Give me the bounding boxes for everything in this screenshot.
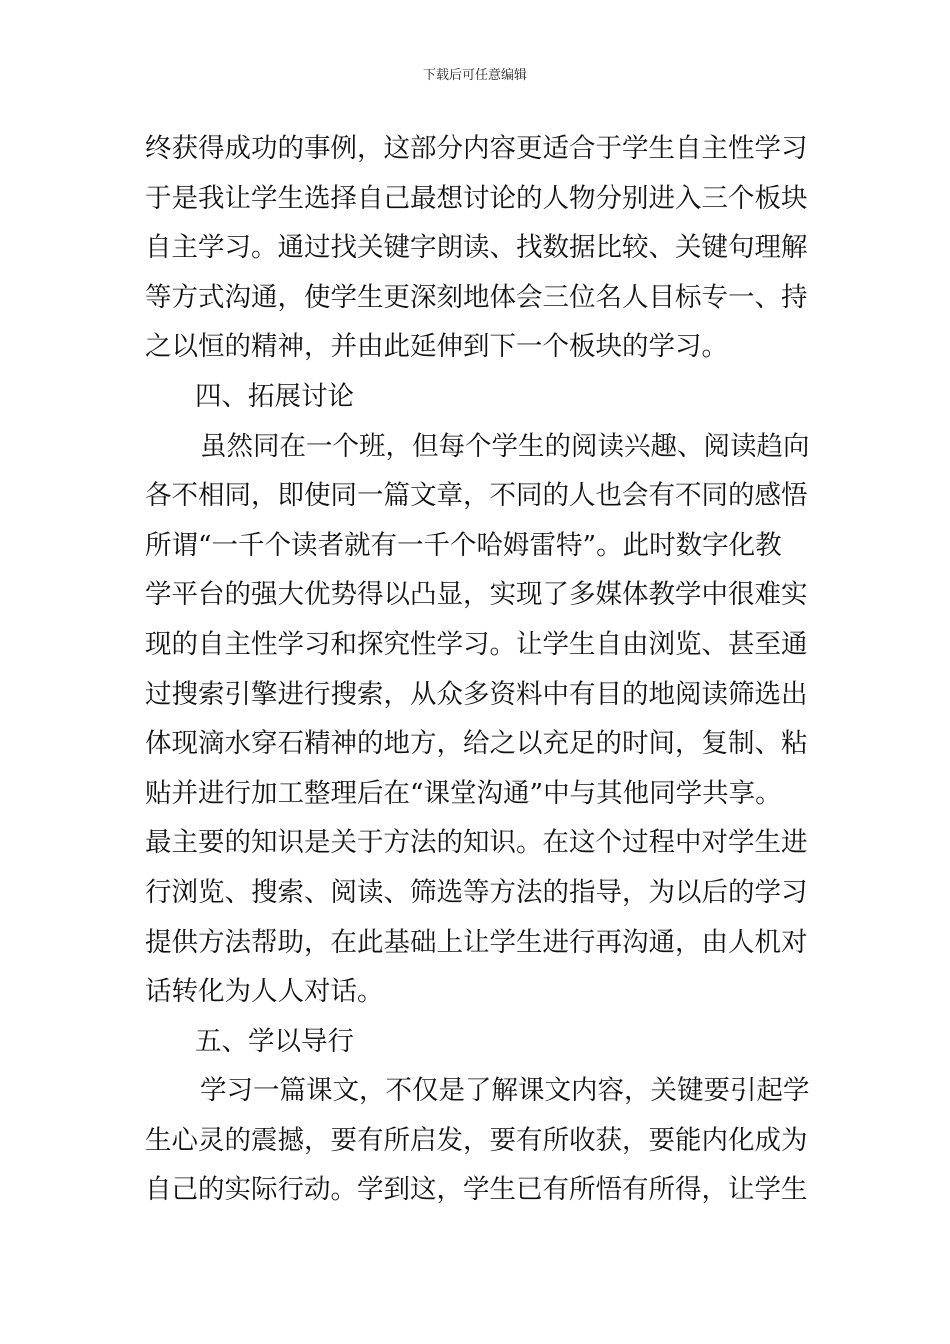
paragraph-first-line: 学习一篇课文，不仅是了解课文内容，关键要引起学 bbox=[200, 1075, 810, 1107]
body-line: 贴并进行加工整理后在“课堂沟通”中与其他同学共享。 bbox=[145, 777, 782, 809]
body-line: 等方式沟通，使学生更深刻地体会三位名人目标专一、持 bbox=[145, 281, 808, 313]
body-line: 学平台的强大优势得以凸显，实现了多媒体教学中很难实 bbox=[145, 579, 808, 611]
body-line: 话转化为人人对话。 bbox=[145, 976, 384, 1008]
body-line: 各不相同，即使同一篇文章，不同的人也会有不同的感悟 bbox=[145, 480, 808, 512]
paragraph-first-line: 虽然同在一个班，但每个学生的阅读兴趣、阅读趋向 bbox=[200, 430, 810, 462]
body-line: 自主学习。通过找关键字朗读、找数据比较、关键句理解 bbox=[145, 232, 808, 264]
body-line: 所谓“一千个读者就有一千个哈姆雷特”。此时数字化教 bbox=[145, 529, 782, 561]
body-line: 提供方法帮助，在此基础上让学生进行再沟通，由人机对 bbox=[145, 926, 808, 958]
body-line: 最主要的知识是关于方法的知识。在这个过程中对学生进 bbox=[145, 827, 808, 859]
body-line: 之以恒的精神，并由此延伸到下一个板块的学习。 bbox=[145, 331, 728, 363]
section-heading: 五、学以导行 bbox=[195, 1025, 354, 1057]
body-line: 行浏览、搜索、阅读、筛选等方法的指导，为以后的学习 bbox=[145, 876, 808, 908]
body-line: 现的自主性学习和探究性学习。让学生自由浏览、甚至通 bbox=[145, 628, 808, 660]
section-heading: 四、拓展讨论 bbox=[195, 380, 354, 412]
body-line: 终获得成功的事例，这部分内容更适合于学生自主性学习 bbox=[145, 133, 808, 164]
body-line: 体现滴水穿石精神的地方，给之以充足的时间，复制、粘 bbox=[145, 728, 808, 760]
header-note: 下载后可任意编辑 bbox=[422, 68, 527, 83]
document-body bbox=[145, 124, 810, 1215]
body-line: 自己的实际行动。学到这，学生已有所悟有所得，让学生 bbox=[145, 1174, 808, 1206]
body-line: 生心灵的震撼，要有所启发，要有所收获，要能内化成为 bbox=[145, 1124, 808, 1156]
body-line: 过搜索引擎进行搜索，从众多资料中有目的地阅读筛选出 bbox=[145, 678, 808, 710]
body-line: 于是我让学生选择自己最想讨论的人物分别进入三个板块 bbox=[145, 182, 808, 214]
